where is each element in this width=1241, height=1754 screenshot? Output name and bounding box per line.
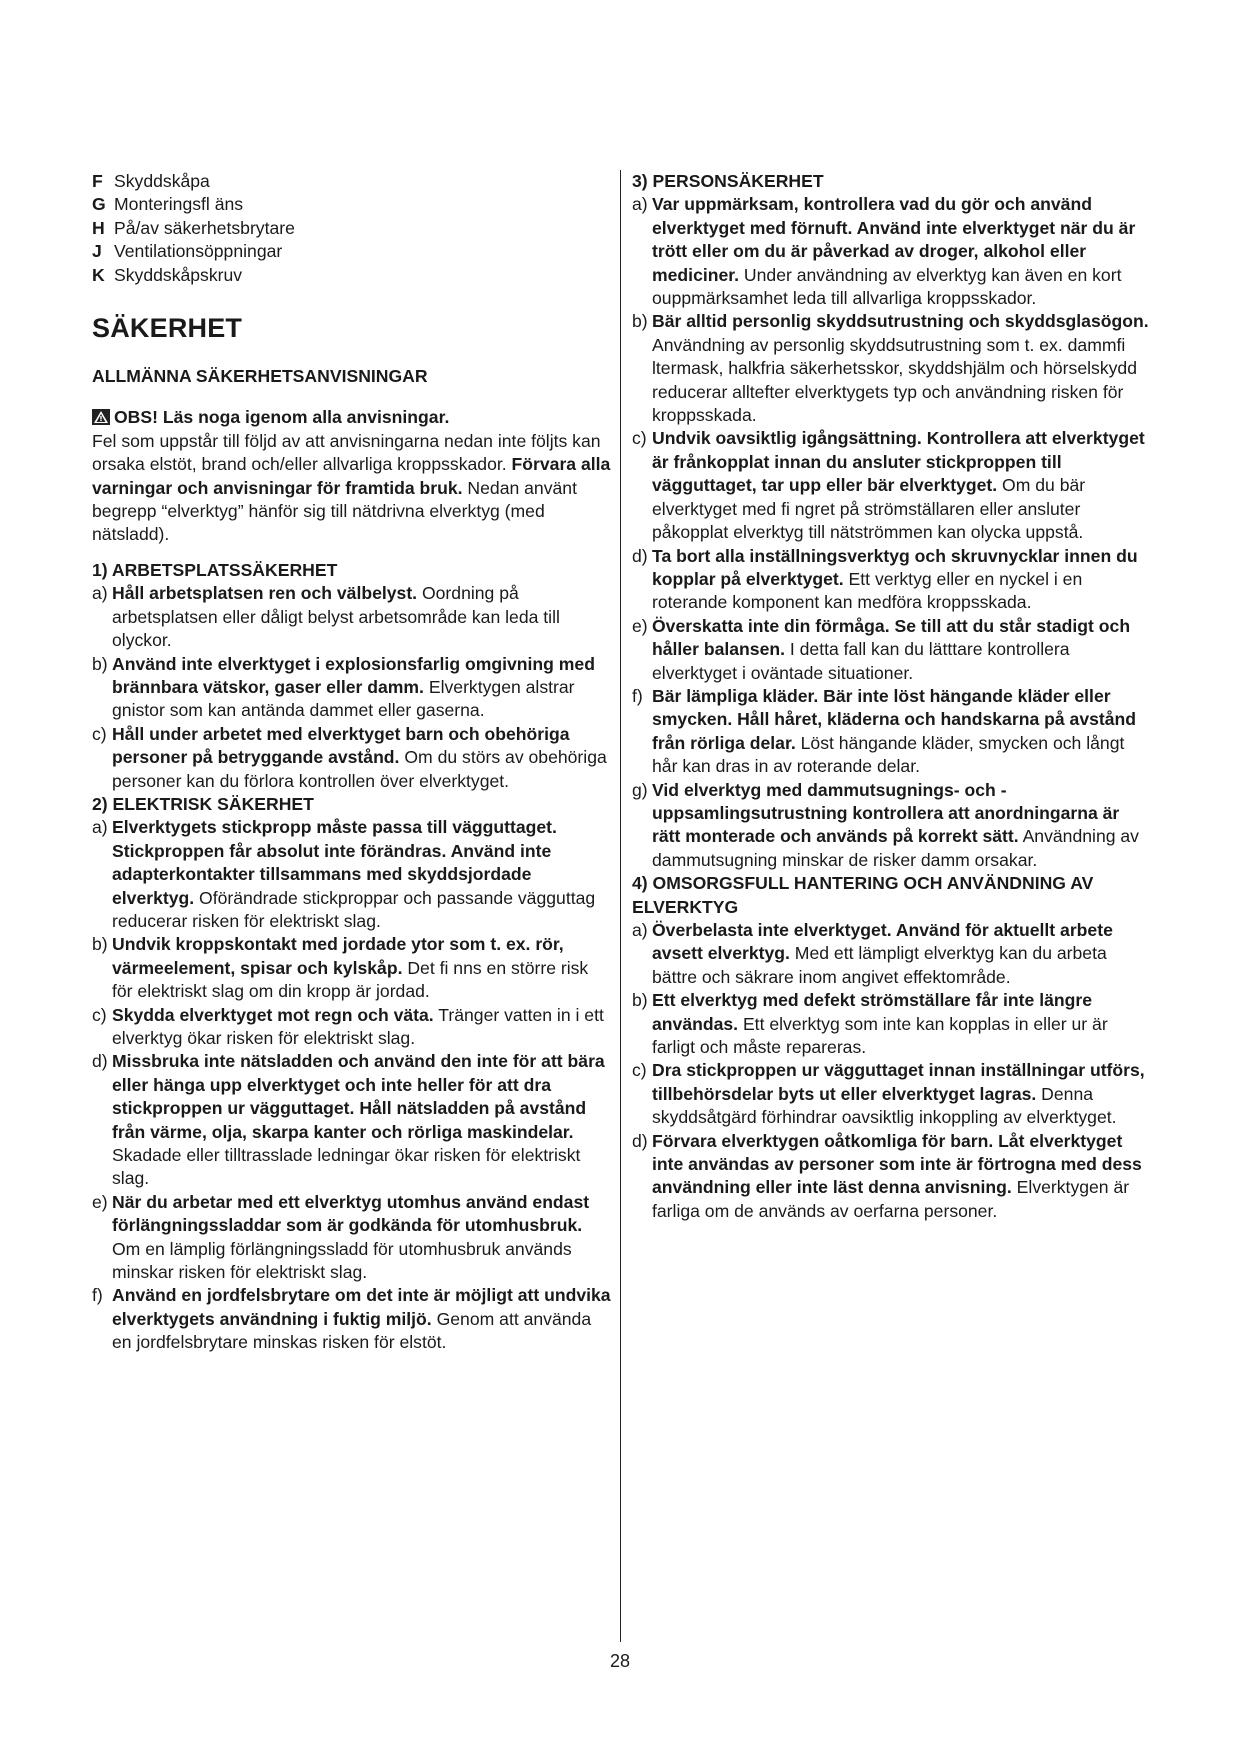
item-text: Om en lämplig förlängningssladd för utomhusbruk används minskar risken för elektriskt slag. <box>112 1238 572 1283</box>
parts-list <box>92 170 612 287</box>
item-emphasis: Ett elverktyg med defekt strömställare får inte längre användas. <box>652 990 1092 1034</box>
item-letter: a) <box>632 920 648 940</box>
parts-list-item <box>92 217 612 240</box>
item-body <box>112 816 612 933</box>
item-letter: a) <box>632 194 648 215</box>
parts-list-item <box>92 240 612 263</box>
safety-section <box>92 559 612 793</box>
item-text: Elverktygen alstrar gnistor som kan antända dammet eller gaserna. <box>112 676 575 721</box>
item-body <box>652 310 1152 427</box>
column-divider <box>620 170 621 1642</box>
item-letter: d) <box>632 1130 648 1151</box>
item-letter: d) <box>632 545 648 566</box>
item-emphasis: Förvara elverktygen oåtkomliga för barn. Låt elverktyget inte användas av personer som inte är förtrogna med dess användning eller inte läst denna anvisning. <box>652 1130 1142 1198</box>
safety-item <box>632 685 1152 779</box>
item-text: Ett elverktyg som inte kan kopplas in eller ur är farligt och måste repareras. <box>652 1013 1108 1058</box>
item-body <box>652 919 1152 989</box>
item-text: Om du bär elverktyget med fi ngret på strömställaren eller ansluter påkopplat elverktyg till nätströmmen kan olycka uppstå. <box>652 475 1086 543</box>
item-letter: c) <box>92 723 107 744</box>
item-emphasis: Elverktygets stickpropp måste passa till vägguttaget. Stickproppen får absolut inte förändras. Använd inte adapterkontakter tillsammans med skyddsjordade elverktyg. <box>112 817 557 908</box>
part-label: Skyddskåpa <box>114 171 210 191</box>
item-text: I detta fall kan du lätttare kontrollera elverktyget i oväntade situationer. <box>652 639 1070 683</box>
item-text: Med ett lämpligt elverktyg kan du arbeta bättre och säkrare inom angivet effektområde. <box>652 943 1107 987</box>
item-emphasis: Skydda elverktyget mot regn och väta. <box>112 1004 434 1025</box>
item-letter: c) <box>632 428 647 449</box>
subtitle: ALLMÄNNA SÄKERHETSANVISNINGAR <box>92 366 428 387</box>
item-body <box>652 685 1152 779</box>
item-body <box>652 779 1152 873</box>
part-letter: F <box>92 171 103 191</box>
item-letter: e) <box>92 1191 108 1212</box>
part-label: Skyddskåpskruv <box>114 264 243 285</box>
section-heading: 4) OMSORGSFULL HANTERING OCH ANVÄNDNING AV ELVERKTYG <box>632 873 1094 917</box>
item-emphasis: Håll under arbetet med elverktyget barn och obehöriga personer på betryggande avstånd. <box>112 723 570 768</box>
part-letter: H <box>92 217 105 238</box>
item-letter: c) <box>92 1004 107 1025</box>
item-emphasis: Använd inte elverktyget i explosionsfarlig omgivning med brännbara vätskor, gaser eller damm. <box>112 653 595 697</box>
item-letter: e) <box>632 615 648 636</box>
safety-item <box>632 193 1152 310</box>
item-emphasis: Undvik oavsiktlig igångsättning. Kontrollera att elverktyget är frånkopplat innan du ansluter stickproppen till vägguttaget, tar upp eller bär elverktyget. <box>652 428 1145 496</box>
item-body <box>112 653 612 723</box>
item-body <box>652 615 1152 685</box>
page-number: 28 <box>609 1651 631 1671</box>
safety-item <box>632 427 1152 544</box>
parts-list-item <box>92 193 612 216</box>
obs-text: Fel som uppstår till följd av att anvisningarna nedan inte följts kan orsaka elstöt, brand och/eller allvarliga kroppsskador. <box>92 430 601 475</box>
item-text: Genom att använda en jordfelsbrytare minskas risken för elstöt. <box>112 1308 592 1353</box>
item-letter: g) <box>632 779 648 800</box>
part-letter: K <box>92 264 105 285</box>
item-text: Tränger vatten in i ett elverktyg ökar risken för elektriskt slag. <box>112 1004 604 1048</box>
item-body <box>112 1284 612 1354</box>
safety-item <box>92 1004 612 1051</box>
item-text: Användning av dammutsugning minskar de risker damm orsakar. <box>652 826 1139 870</box>
safety-item <box>92 582 612 652</box>
right-column <box>632 170 1152 1223</box>
obs-heading: OBS! Läs noga igenom alla anvisningar. <box>114 407 450 428</box>
part-letter: G <box>92 194 106 215</box>
safety-item <box>92 723 612 793</box>
safety-item <box>92 816 612 933</box>
safety-item <box>632 919 1152 989</box>
section-title: SÄKERHET <box>92 313 243 344</box>
safety-section <box>92 793 612 1355</box>
item-text: Om du störs av obehöriga personer kan du förlora kontrollen över elverktyget. <box>112 747 607 791</box>
item-body <box>112 1050 612 1190</box>
item-emphasis: Missbruka inte nätsladden och använd den inte för att bära eller hänga upp elverktyget och inte heller för att dra stickproppen ur vägguttaget. Håll nätsladden på avstånd från värme, olja, skarpa kanter och rörliga maskindelar. <box>112 1051 605 1142</box>
safety-item <box>92 1050 612 1190</box>
item-letter: b) <box>632 990 648 1011</box>
parts-list-item <box>92 264 612 287</box>
item-letter: f) <box>632 685 643 706</box>
item-body <box>112 1191 612 1285</box>
left-sections <box>92 559 612 1355</box>
item-body <box>652 989 1152 1059</box>
safety-item <box>92 653 612 723</box>
item-letter: c) <box>632 1060 647 1081</box>
item-text: Ett verktyg eller en nyckel i en roterande komponent kan medföra kroppsskada. <box>652 568 1083 613</box>
obs-notice <box>92 406 612 546</box>
left-column <box>92 170 612 1355</box>
item-body <box>112 582 612 652</box>
part-label: På/av säkerhetsbrytare <box>114 217 295 238</box>
part-letter: J <box>92 241 102 262</box>
section-heading: 1) ARBETSPLATSSÄKERHET <box>92 559 338 580</box>
item-emphasis: Bär lämpliga kläder. Bär inte löst hängande kläder eller smycken. Håll håret, kläderna och handskarna på avstånd från rörliga delar. <box>652 685 1137 753</box>
safety-item <box>632 1059 1152 1129</box>
item-emphasis: Bär alltid personlig skyddsutrustning och skyddsglasögon. <box>652 311 1149 332</box>
item-body <box>652 193 1152 310</box>
item-emphasis: Var uppmärksam, kontrollera vad du gör och använd elverktyget med förnuft. Använd inte elverktyget när du är trött eller om du är påverkad av droger, alkohol eller mediciner. <box>652 194 1136 285</box>
safety-section <box>632 872 1152 1223</box>
item-text: Under användning av elverktyg kan även en kort ouppmärksamhet leda till allvarliga kroppsskador. <box>652 264 1122 309</box>
item-letter: b) <box>92 934 108 955</box>
safety-item <box>92 1284 612 1354</box>
item-body <box>112 1004 612 1051</box>
item-body <box>652 1130 1152 1224</box>
item-text: Denna skyddsåtgärd förhindrar oavsiktlig inkoppling av elverktyget. <box>652 1083 1117 1128</box>
item-emphasis: Överskatta inte din förmåga. Se till att du står stadigt och håller balansen. <box>652 615 1131 660</box>
item-letter: b) <box>632 311 648 332</box>
item-letter: a) <box>92 817 108 838</box>
safety-item <box>632 989 1152 1059</box>
item-emphasis: Överbelasta inte elverktyget. Använd för aktuellt arbete avsett elverktyg. <box>652 920 1113 964</box>
safety-section <box>632 170 1152 872</box>
safety-item <box>632 615 1152 685</box>
part-label: Monteringsfl äns <box>114 194 244 215</box>
item-letter: d) <box>92 1051 108 1072</box>
item-body <box>652 545 1152 615</box>
item-emphasis: Undvik kroppskontakt med jordade ytor som t. ex. rör, värmeelement, spisar och kylskåp. <box>112 934 564 978</box>
section-heading: 2) ELEKTRISK SÄKERHET <box>92 793 314 814</box>
item-text: Oordning på arbetsplatsen eller dåligt belyst arbetsområde kan leda till olyckor. <box>112 583 560 651</box>
safety-item <box>632 1130 1152 1224</box>
item-text: Löst hängande kläder, smycken och långt hår kan dras in av roterande delar. <box>652 732 1125 777</box>
item-emphasis: Ta bort alla inställningsverktyg och skruvnycklar innen du kopplar på elverktyget. <box>652 545 1138 589</box>
item-body <box>112 933 612 1003</box>
right-sections <box>632 170 1152 1223</box>
item-letter: a) <box>92 583 108 604</box>
item-emphasis: Vid elverktyg med dammutsugnings- och - uppsamlingsutrustning kontrollera att anordningarna är rätt monterade och används på korrekt sätt. <box>652 779 1120 847</box>
item-body <box>112 723 612 793</box>
item-text: Användning av personlig skyddsutrustning som t. ex. dammfi ltermask, halkfria säkerhetsskor, skyddshjälm och hörselskydd reducerar alltefter elverktygets typ och användning risken för kroppsskada. <box>652 334 1137 426</box>
item-emphasis: Dra stickproppen ur vägguttaget innan inställningar utförs, tillbehörsdelar byts ut eller elverktyget lagras. <box>652 1060 1145 1104</box>
item-letter: b) <box>92 653 108 674</box>
item-text: Oförändrade stickproppar och passande vägguttag reducerar risken för elektriskt slag. <box>112 887 596 931</box>
safety-item <box>632 310 1152 427</box>
item-body <box>652 1059 1152 1129</box>
obs-emphasis: Förvara alla varningar och anvisningar för framtida bruk. <box>92 454 611 498</box>
item-text: Skadade eller tilltrasslade ledningar ökar risken för elektriskt slag. <box>112 1145 581 1189</box>
warning-icon <box>92 408 110 424</box>
item-emphasis: Håll arbetsplatsen ren och välbelyst. <box>112 583 418 604</box>
safety-item <box>632 779 1152 873</box>
parts-list-item <box>92 170 612 193</box>
safety-item <box>92 1191 612 1285</box>
section-heading: 3) PERSONSÄKERHET <box>632 171 824 191</box>
item-emphasis: När du arbetar med ett elverktyg utomhus använd endast förlängningssladdar som är godkända för utomhusbruk. <box>112 1191 590 1236</box>
item-body <box>652 427 1152 544</box>
item-letter: f) <box>92 1285 103 1306</box>
item-text: Elverktygen är farliga om de används av oerfarna personer. <box>652 1177 1130 1221</box>
item-emphasis: Använd en jordfelsbrytare om det inte är möjligt att undvika elverktygets användning i fuktig miljö. <box>112 1285 611 1329</box>
part-label: Ventilationsöppningar <box>114 241 283 262</box>
obs-text-end: Nedan använt begrepp “elverktyg” hänför sig till nätdrivna elverktyg (med nätsladd). <box>92 477 577 545</box>
item-text: Det fi nns en större risk för elektriskt slag om din kropp är jordad. <box>112 957 589 1002</box>
safety-item <box>92 933 612 1003</box>
safety-item <box>632 545 1152 615</box>
